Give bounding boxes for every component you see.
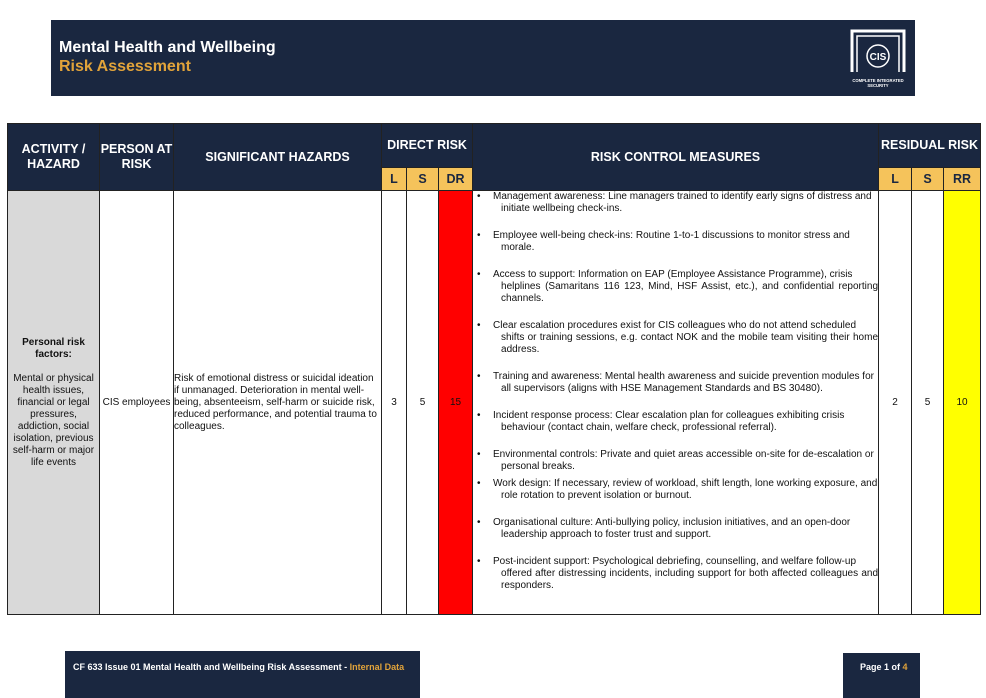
control-rest: all supervisors (aligns with HSE Management Standards and BS 30480). (501, 383, 823, 394)
logo-caption (846, 78, 910, 88)
list-item (473, 269, 878, 305)
header-residual-rr: RR (944, 168, 981, 191)
control-first-line: Work design: If necessary, review of workload, shift length, lone working exposure, and (493, 478, 878, 489)
control-first-line: Employee well-being check-ins: Routine 1-to-1 discussions to monitor stress and (493, 230, 850, 241)
significant-hazards-cell: Risk of emotional distress or suicidal ideation if unmanaged. Deterioration in mental well-being, absenteeism, self-harm or suicide risk, reduced performance, and potential trauma to colleagues. (174, 191, 382, 615)
risk-control-measures-cell (473, 191, 879, 615)
table-row (8, 191, 981, 615)
activity-detail: Mental or physical health issues, financial or legal pressures, addiction, social isolation, previous self-harm or major life events (12, 372, 95, 468)
control-first-line: Environmental controls: Private and quiet areas accessible on-site for de-escalation or (493, 449, 874, 460)
footer-page-total: 4 (902, 662, 908, 672)
header-residual-s: S (912, 168, 944, 191)
control-rest: personal breaks. (501, 461, 575, 472)
header-significant-hazards: SIGNIFICANT HAZARDS (174, 124, 382, 191)
header-risk-control-measures: RISK CONTROL MEASURES (473, 124, 879, 191)
list-item (473, 449, 878, 473)
control-first-line: Access to support: Information on EAP (Employee Assistance Programme), crisis (493, 269, 853, 280)
control-first-line: Organisational culture: Anti-bullying policy, inclusion initiatives, and an open-door (493, 517, 851, 528)
header-direct-l: L (382, 168, 407, 191)
control-first-line: Clear escalation procedures exist for CIS colleagues who do not attend scheduled (493, 320, 857, 331)
direct-dr-cell: 15 (439, 191, 473, 615)
control-rest: initiate wellbeing check-ins. (501, 203, 623, 214)
footer-doc-ref: CF 633 Issue 01 Mental Health and Wellbeing Risk Assessment - (73, 662, 350, 672)
footer-classification: Internal Data (349, 662, 405, 672)
logo-text: CIS (869, 52, 887, 63)
control-first-line: Management awareness: Line managers trained to identify early signs of distress and (493, 191, 872, 202)
footer-document-reference (65, 651, 420, 698)
control-rest: morale. (501, 242, 535, 253)
risk-assessment-table (7, 123, 981, 615)
header-activity-hazard: ACTIVITY / HAZARD (8, 124, 100, 191)
direct-l-cell: 3 (382, 191, 407, 615)
list-item (473, 371, 878, 395)
logo-emblem-icon (846, 26, 910, 78)
header-person-at-risk: PERSON AT RISK (100, 124, 174, 191)
residual-s-cell: 5 (912, 191, 944, 615)
header-direct-dr: DR (439, 168, 473, 191)
activity-title: Personal risk factors: (22, 336, 85, 360)
activity-cell (8, 191, 100, 615)
control-first-line: Training and awareness: Mental health awareness and suicide prevention modules for (493, 371, 874, 382)
residual-l-cell: 2 (879, 191, 912, 615)
header-direct-s: S (407, 168, 439, 191)
list-item (473, 230, 878, 254)
header-residual-l: L (879, 168, 912, 191)
logo-caption-line2: SECURITY (867, 83, 889, 88)
control-rest: leadership approach to foster trust and support. (501, 529, 712, 540)
control-first-line: Incident response process: Clear escalation plan for colleagues exhibiting crisis (493, 410, 845, 421)
list-item (473, 320, 878, 356)
document-subtitle: Risk Assessment (59, 58, 191, 75)
residual-rr-cell: 10 (944, 191, 981, 615)
direct-s-cell: 5 (407, 191, 439, 615)
list-item (473, 191, 878, 215)
control-measures-list (473, 191, 878, 592)
control-rest: offered after distressing incidents, including support for both affected colleagues and responders. (501, 568, 879, 591)
list-item (473, 478, 878, 502)
control-rest: role rotation to prevent isolation or burnout. (501, 490, 692, 501)
list-item (473, 517, 878, 541)
header-residual-risk: RESIDUAL RISK (879, 124, 981, 168)
control-rest: behaviour (contact chain, welfare check, professional referral). (501, 422, 777, 433)
header-direct-risk: DIRECT RISK (382, 124, 473, 168)
footer-page-number (843, 653, 920, 698)
logo-caption-line1: COMPLETE INTEGRATED (852, 78, 904, 83)
list-item (473, 410, 878, 434)
control-rest: helplines (Samaritans 116 123, Mind, HSF Assist, etc.), and confidential reporting channels. (501, 281, 879, 304)
control-rest: shifts or training sessions, e.g. contact NOK and the mobile team visiting their home address. (501, 332, 879, 355)
list-item (473, 556, 878, 592)
document-header (51, 20, 915, 96)
cis-logo (846, 26, 910, 90)
control-first-line: Post-incident support: Psychological debriefing, counselling, and welfare follow-up (493, 556, 856, 567)
document-title: Mental Health and Wellbeing (59, 39, 276, 56)
footer-page-prefix: Page 1 of (860, 662, 903, 672)
person-at-risk-cell: CIS employees (100, 191, 174, 615)
